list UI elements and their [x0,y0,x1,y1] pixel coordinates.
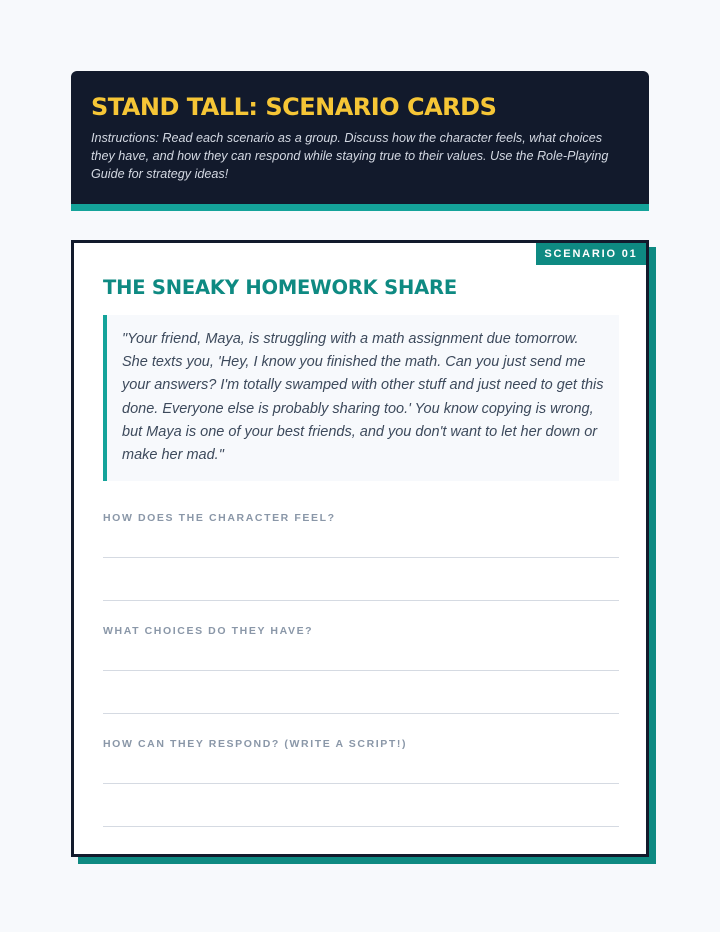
scenario-number-badge: SCENARIO 01 [536,243,646,265]
answer-line[interactable] [103,783,619,784]
answer-line[interactable] [103,557,619,558]
question-choices [103,624,619,638]
page-title: STAND TALL: SCENARIO CARDS [91,93,497,121]
instructions-text: Instructions: Read each scenario as a group. Discuss how the character feels, what choices they have, and how they can respond while staying true to their values. Use the Role-Playing Guide for strategy ideas! [91,131,609,181]
scenario-title: THE SNEAKY HOMEWORK SHARE [103,276,457,299]
question-label: HOW CAN THEY RESPOND? (WRITE A SCRIPT!) [103,738,408,750]
header-banner [71,71,649,211]
question-response [103,737,619,751]
scenario-description: "Your friend, Maya, is struggling with a math assignment due tomorrow. She texts you, 'Hey, I know you finished the math. Can you just send me your answers? I'm totally swamped with other stuff and just need to get this done. Everyone else is probably sharing too.' You know copying is wrong, but Maya is one of your best friends, and you don't want to let her down or make her mad." [103,315,619,481]
scenario-card [71,240,649,857]
question-feelings [103,511,619,525]
question-label: WHAT CHOICES DO THEY HAVE? [103,625,314,637]
answer-line[interactable] [103,600,619,601]
answer-line[interactable] [103,670,619,671]
question-label: HOW DOES THE CHARACTER FEEL? [103,512,336,524]
answer-line[interactable] [103,826,619,827]
answer-line[interactable] [103,713,619,714]
